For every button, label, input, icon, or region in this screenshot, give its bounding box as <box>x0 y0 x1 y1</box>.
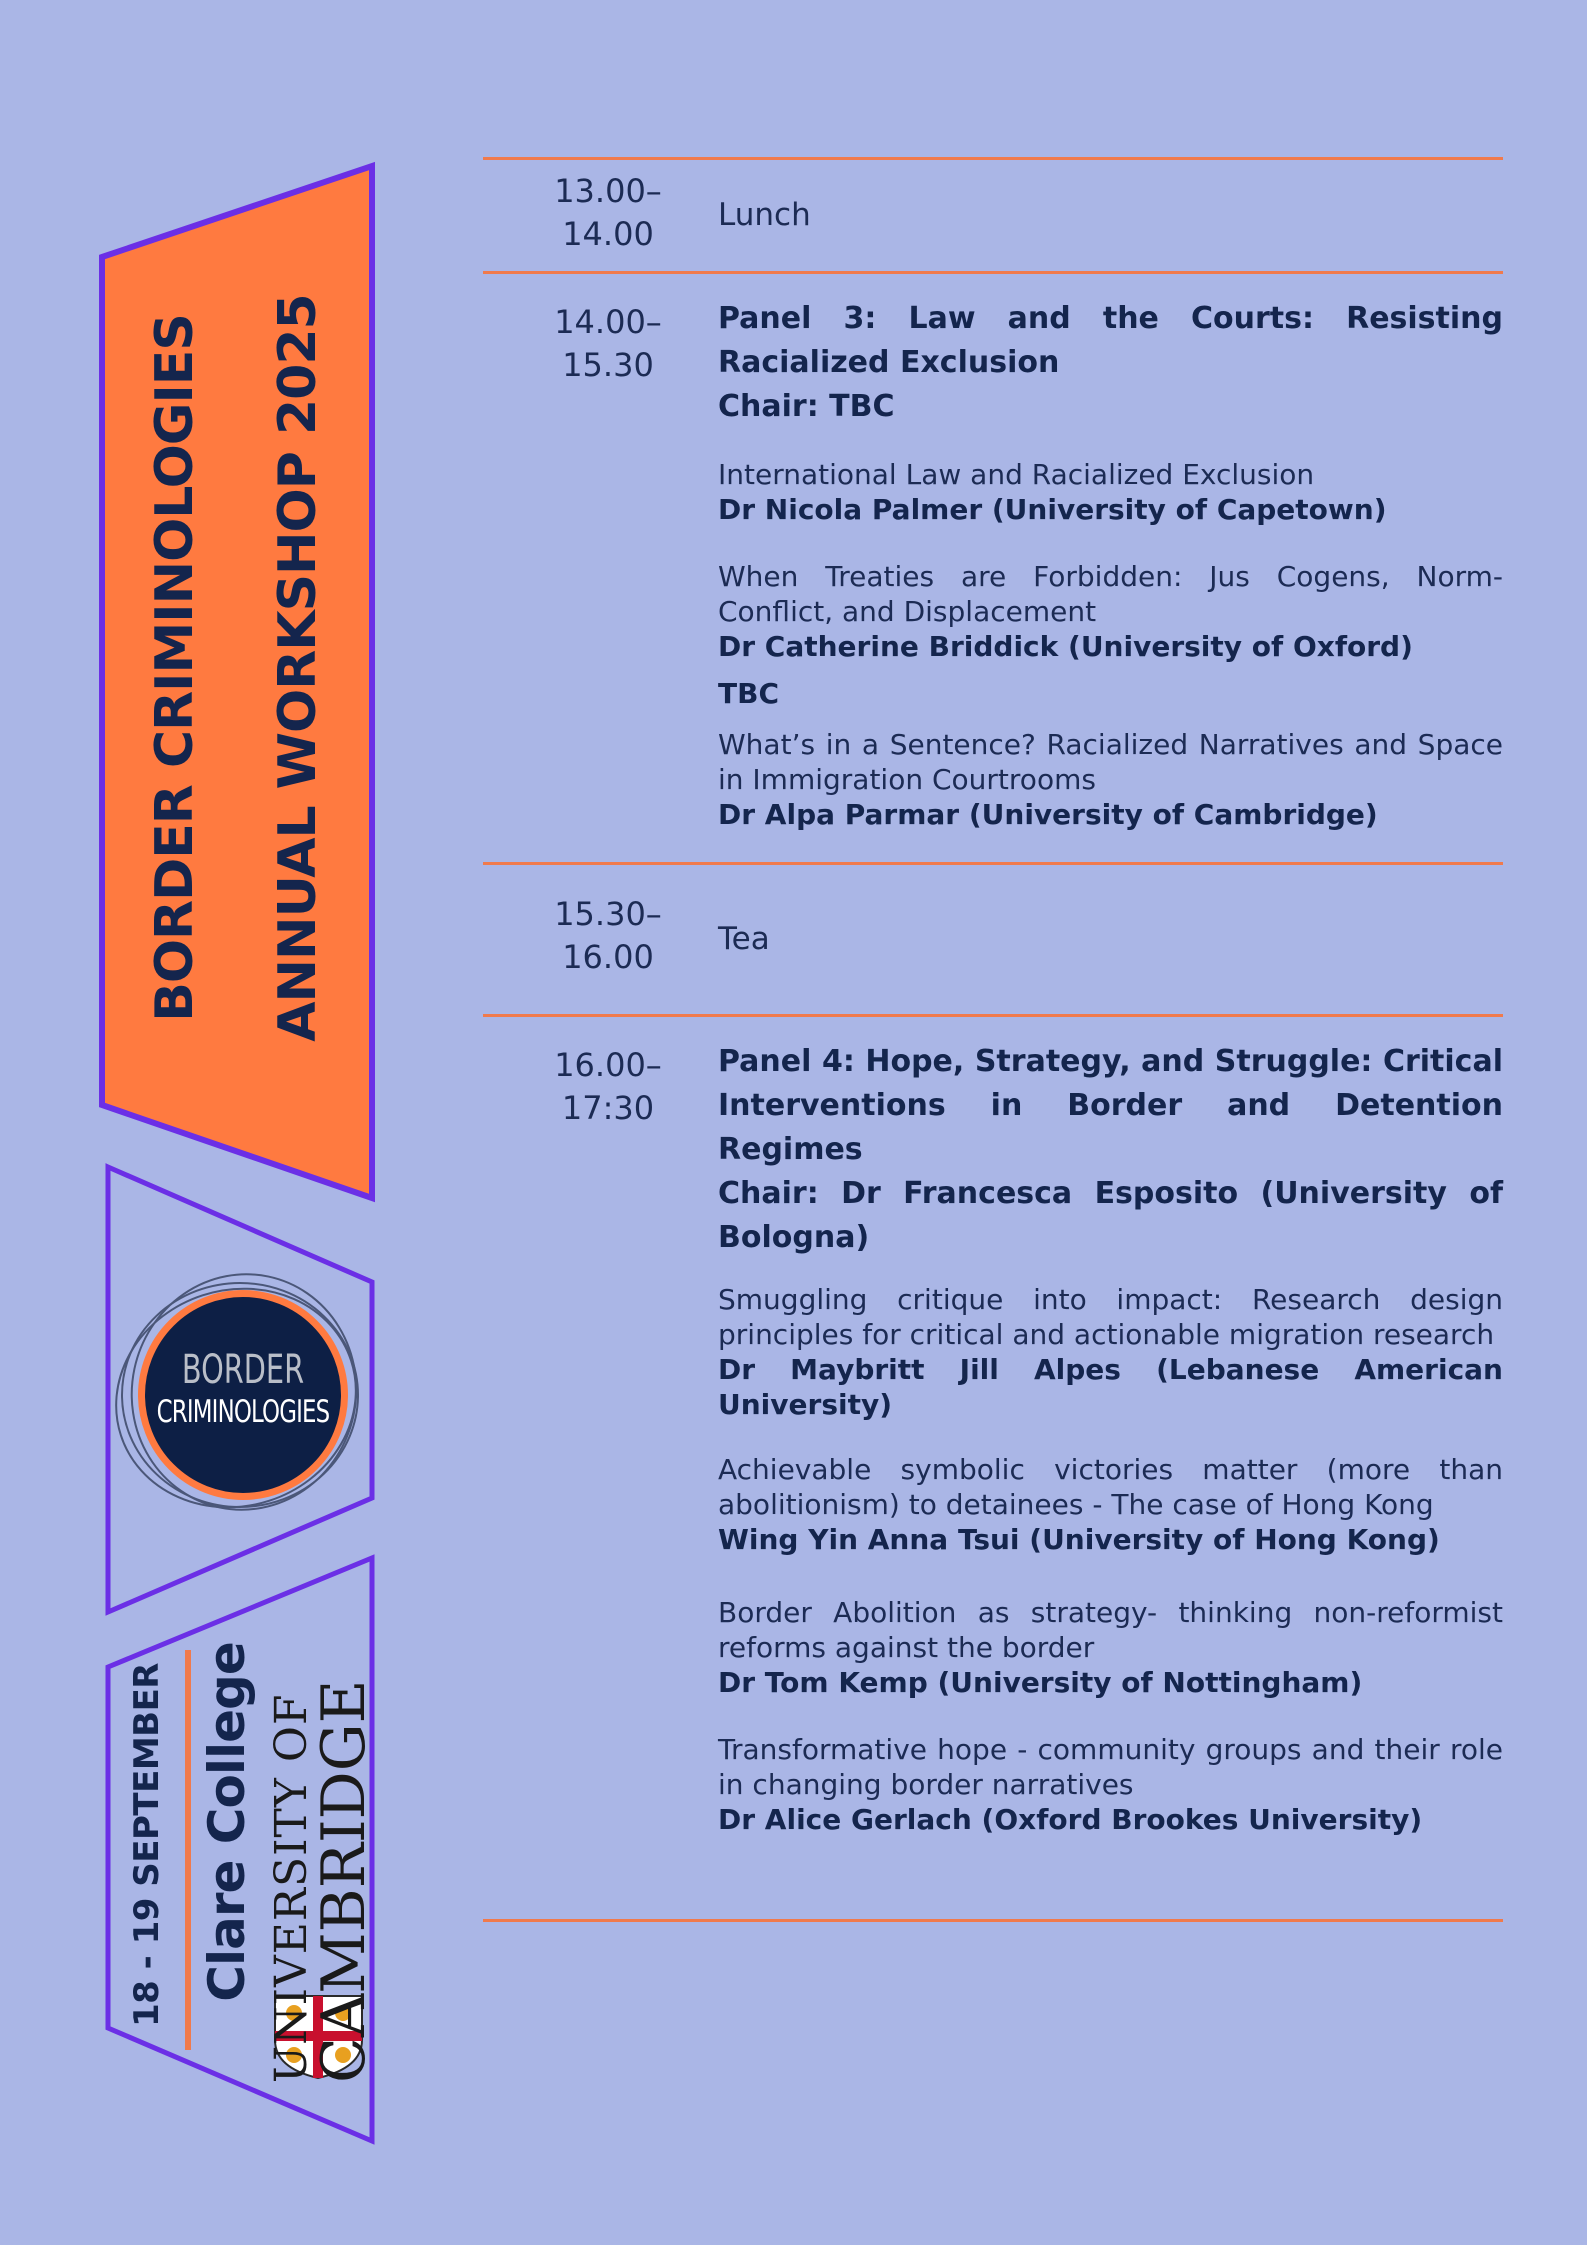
talk <box>718 727 1503 832</box>
talk-title: When Treaties are Forbidden: Jus Cogens, Norm-Conflict, and Displacement <box>718 560 1503 628</box>
talk-speaker: Wing Yin Anna Tsui (University of Hong Kong) <box>718 1523 1440 1556</box>
talk <box>718 559 1503 664</box>
talk-speaker: Dr Maybritt Jill Alpes (Lebanese American University) <box>718 1353 1503 1421</box>
time-panel-3-text: 14.00– 15.30 <box>554 303 662 384</box>
talk <box>718 1732 1503 1837</box>
talk <box>718 676 1503 711</box>
event-dates: 18 - 19 SEPTEMBER <box>127 1663 167 2027</box>
divider <box>483 157 1503 160</box>
time-panel-3 <box>518 301 698 387</box>
talk <box>718 1452 1503 1557</box>
talk <box>718 1282 1503 1422</box>
divider <box>483 1919 1503 1922</box>
time-panel-4 <box>518 1044 698 1130</box>
panel-3-title: Panel 3: Law and the Courts: Resisting Racialized Exclusion <box>718 301 1503 380</box>
panel-4 <box>718 1040 1503 1837</box>
divider <box>483 1014 1503 1017</box>
label-tea: Tea <box>718 921 770 957</box>
talk-speaker: TBC <box>718 677 779 710</box>
panel-3-chair: Chair: TBC <box>718 389 895 424</box>
talk-speaker: Dr Alice Gerlach (Oxford Brookes University) <box>718 1803 1423 1836</box>
talk-speaker: Dr Alpa Parmar (University of Cambridge) <box>718 798 1378 831</box>
talk-speaker: Dr Nicola Palmer (University of Capetown) <box>718 493 1387 526</box>
time-tea <box>518 893 698 979</box>
talk-title: Transformative hope - community groups and their role in changing border narratives <box>718 1733 1503 1801</box>
talk-title: What’s in a Sentence? Racialized Narratives and Space in Immigration Courtrooms <box>718 728 1503 796</box>
talk-speaker: Dr Tom Kemp (University of Nottingham) <box>718 1666 1363 1699</box>
title-banner <box>102 166 372 1198</box>
time-panel-4-text: 16.00– 17:30 <box>554 1046 662 1127</box>
time-tea-text: 15.30– 16.00 <box>554 895 662 976</box>
logo-text-border: BORDER <box>181 1347 305 1393</box>
talk-title: International Law and Racialized Exclusion <box>718 458 1315 491</box>
time-lunch-text: 13.00– 14.00 <box>554 172 662 253</box>
talk-title: Border Abolition as strategy- thinking non-reformist reforms against the border <box>718 1596 1503 1664</box>
label-lunch: Lunch <box>718 197 811 233</box>
talk-title: Achievable symbolic victories matter (more than abolitionism) to detainees - The case of Hong Kong <box>718 1453 1503 1521</box>
panel-3 <box>718 297 1503 832</box>
talk-title: Smuggling critique into impact: Research design principles for critical and actionable migration research <box>718 1283 1503 1351</box>
time-lunch <box>518 170 698 256</box>
panel-4-chair: Chair: Dr Francesca Esposito (University of Bologna) <box>718 1176 1503 1255</box>
university-name-line1: UNIVERSITY OF <box>266 1693 317 2083</box>
talk <box>718 1595 1503 1700</box>
divider <box>483 862 1503 865</box>
divider <box>483 271 1503 274</box>
panel-4-title: Panel 4: Hope, Strategy, and Struggle: Critical Interventions in Border and Detention Regimes <box>718 1044 1503 1167</box>
workshop-title-line1: BORDER CRIMINOLOGIES <box>145 314 205 1022</box>
university-name-line2: CAMBRIDGE <box>309 1679 379 2083</box>
workshop-title-line2: ANNUAL WORKSHOP 2025 <box>268 294 328 1042</box>
logo-text-criminologies: CRIMINOLOGIES <box>156 1394 330 1430</box>
talk-speaker: Dr Catherine Briddick (University of Oxford) <box>718 630 1413 663</box>
talk <box>718 457 1503 527</box>
venue-name: Clare College <box>198 1642 256 2002</box>
